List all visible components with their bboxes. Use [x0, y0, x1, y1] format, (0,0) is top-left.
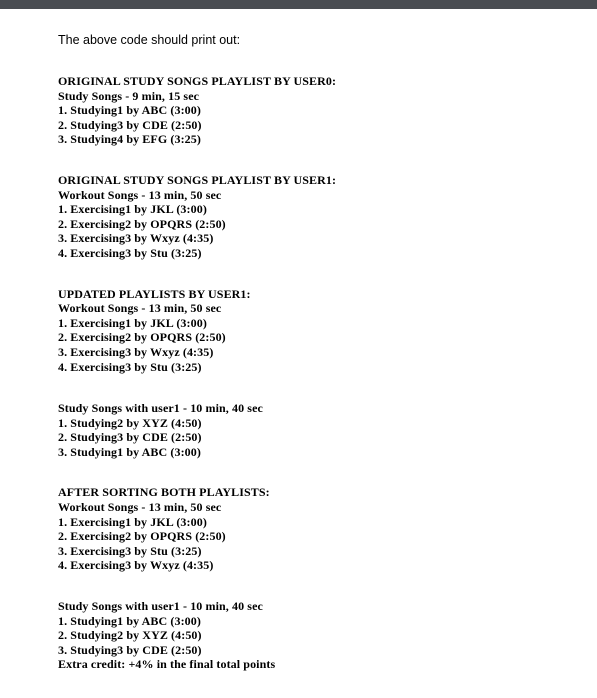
song-line: 1. Exercising1 by JKL (3:00): [58, 202, 207, 217]
block-heading: AFTER SORTING BOTH PLAYLISTS:: [58, 485, 270, 500]
song-line: 2. Exercising2 by OPQRS (2:50): [58, 330, 226, 345]
playlist-summary: Study Songs with user1 - 10 min, 40 sec: [58, 401, 263, 416]
window-top-bar: [0, 0, 597, 9]
song-line: 2. Exercising2 by OPQRS (2:50): [58, 529, 226, 544]
extra-credit-note: Extra credit: +4% in the final total points: [58, 657, 276, 672]
output-block-original-user1: [58, 173, 588, 261]
song-line: 3. Studying3 by CDE (2:50): [58, 642, 202, 657]
song-line: 2. Studying3 by CDE (2:50): [58, 117, 202, 132]
intro-text: The above code should print out:: [58, 33, 241, 47]
playlist-summary: Study Songs with user1 - 10 min, 40 sec: [58, 599, 263, 614]
song-line: 1. Studying2 by XYZ (4:50): [58, 415, 202, 430]
output-listing: [58, 74, 588, 698]
block-heading: UPDATED PLAYLISTS BY USER1:: [58, 286, 251, 301]
song-line: 2. Studying2 by XYZ (4:50): [58, 628, 202, 643]
block-heading: ORIGINAL STUDY SONGS PLAYLIST BY USER0:: [58, 74, 337, 88]
song-line: 3. Exercising3 by Wxyz (4:35): [58, 344, 214, 359]
song-line: 1. Exercising1 by JKL (3:00): [58, 514, 207, 529]
playlist-summary: Study Songs - 9 min, 15 sec: [58, 88, 200, 103]
song-line: 4. Exercising3 by Stu (3:25): [58, 359, 202, 374]
song-line: 4. Exercising3 by Wxyz (4:35): [58, 558, 214, 573]
song-line: 3. Exercising3 by Stu (3:25): [58, 543, 202, 558]
song-line: 1. Studying1 by ABC (3:00): [58, 613, 201, 628]
song-line: 4. Exercising3 by Stu (3:25): [58, 245, 202, 260]
output-block-original-user0: [58, 74, 588, 147]
block-heading: ORIGINAL STUDY SONGS PLAYLIST BY USER1:: [58, 172, 337, 187]
song-line: 1. Exercising1 by JKL (3:00): [58, 315, 207, 330]
output-block-study-sorted: [58, 599, 588, 672]
song-line: 3. Exercising3 by Wxyz (4:35): [58, 231, 214, 246]
output-block-study-user1: [58, 401, 588, 459]
output-block-after-sorting: [58, 485, 588, 573]
playlist-summary: Workout Songs - 13 min, 50 sec: [58, 500, 222, 515]
song-line: 3. Studying1 by ABC (3:00): [58, 444, 201, 459]
playlist-summary: Workout Songs - 13 min, 50 sec: [58, 187, 222, 202]
playlist-summary: Workout Songs - 13 min, 50 sec: [58, 301, 222, 316]
song-line: 1. Studying1 by ABC (3:00): [58, 103, 201, 118]
song-line: 2. Exercising2 by OPQRS (2:50): [58, 216, 226, 231]
song-line: 2. Studying3 by CDE (2:50): [58, 430, 202, 445]
song-line: 3. Studying4 by EFG (3:25): [58, 132, 201, 147]
output-block-updated-user1: [58, 287, 588, 375]
